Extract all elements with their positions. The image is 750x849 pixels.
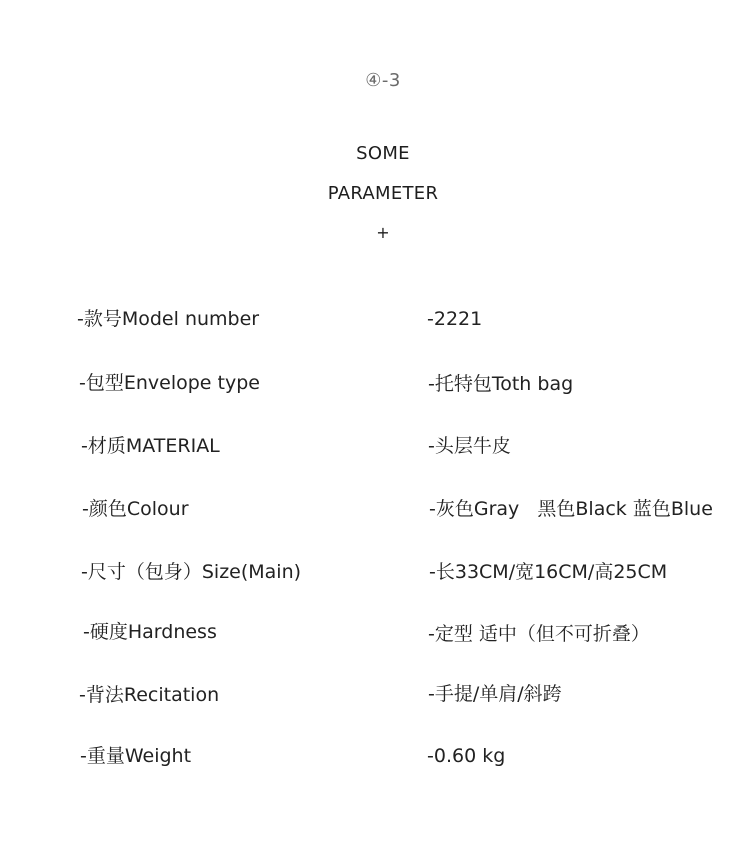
plus-mark: + bbox=[376, 223, 390, 242]
param-value-envelope-type: -托特包Toth bag bbox=[428, 373, 574, 395]
param-value-model-number: -2221 bbox=[427, 308, 483, 330]
param-label-material: -材质MATERIAL bbox=[81, 435, 220, 457]
heading-line-some: SOME bbox=[356, 143, 410, 164]
param-label-hardness: -硬度Hardness bbox=[83, 621, 217, 643]
param-value-hardness: -定型 适中（但不可折叠） bbox=[428, 623, 650, 645]
param-label-envelope-type: -包型Envelope type bbox=[79, 372, 260, 394]
param-label-size: -尺寸（包身）Size(Main) bbox=[81, 561, 302, 583]
param-value-size: -长33CM/宽16CM/高25CM bbox=[429, 561, 668, 583]
param-label-recitation: -背法Recitation bbox=[79, 684, 220, 706]
heading-line-parameter: PARAMETER bbox=[327, 183, 439, 204]
param-value-recitation: -手提/单肩/斜跨 bbox=[428, 683, 562, 705]
param-value-weight: -0.60 kg bbox=[427, 745, 506, 767]
param-label-model-number: -款号Model number bbox=[77, 308, 260, 330]
section-number: ④-3 bbox=[365, 70, 401, 91]
param-label-colour: -颜色Colour bbox=[82, 498, 189, 520]
param-label-weight: -重量Weight bbox=[80, 745, 192, 767]
param-value-colour: -灰色Gray 黑色Black 蓝色Blue bbox=[429, 498, 713, 520]
param-value-material: -头层牛皮 bbox=[428, 435, 511, 457]
